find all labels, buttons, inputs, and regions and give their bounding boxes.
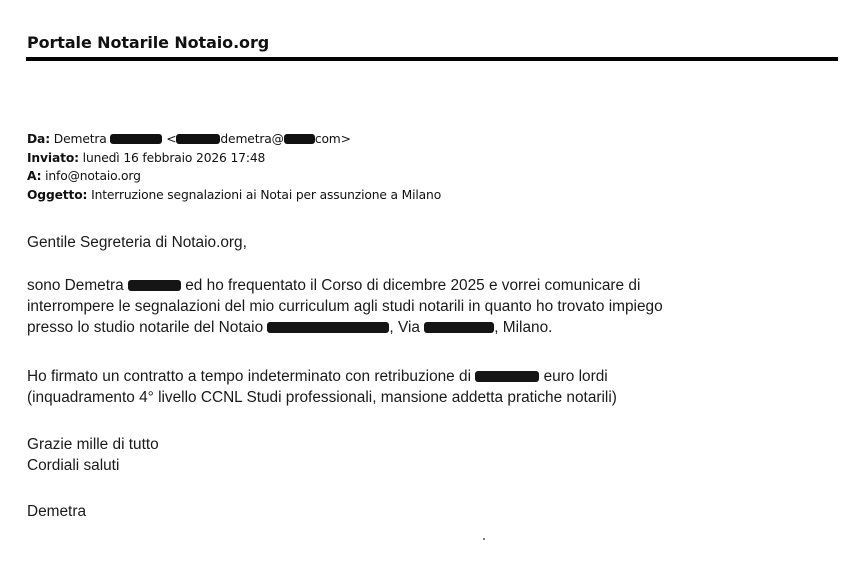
redacted-surname-body: [128, 280, 181, 291]
redacted-street: [424, 322, 494, 333]
p1-l3-start: presso lo studio notarile del Notaio: [27, 319, 264, 336]
regards-line: Cordiali saluti: [27, 457, 120, 474]
p1-l3-via: , Via: [389, 319, 420, 336]
p1-l1-end: ed ho frequentato il Corso di dicembre 2025 e vorrei comunicare di: [185, 277, 641, 294]
paragraph-1-line-2: interrompere le segnalazioni del mio curriculum agli studi notarili in quanto ho trovato impiego: [27, 298, 663, 315]
paragraph-1-line-3: [27, 317, 663, 338]
from-name: Demetra: [53, 132, 107, 146]
from-line: [27, 130, 441, 149]
paragraph-2-line-1: [27, 366, 617, 387]
p1-l1-start: sono Demetra: [27, 277, 124, 294]
scan-speck: [483, 538, 485, 540]
signature: Demetra: [27, 503, 87, 520]
page-title: Portale Notarile Notaio.org: [27, 33, 270, 52]
from-label: Da:: [27, 132, 50, 146]
redacted-surname: [110, 134, 162, 144]
paragraph-2: [27, 366, 617, 408]
thanks-line: Grazie mille di tutto: [27, 436, 159, 453]
title-divider: [26, 57, 838, 61]
redacted-email-prefix: [176, 134, 220, 144]
subject-line: [27, 186, 441, 205]
closing: [27, 434, 159, 476]
sent-value: lunedì 16 febbraio 2026 17:48: [82, 150, 266, 165]
paragraph-1-line-1: [27, 275, 663, 296]
to-value: info@notaio.org: [45, 169, 141, 183]
sent-label: Inviato:: [27, 150, 79, 165]
to-label: A:: [27, 169, 42, 183]
email-headers: [27, 130, 441, 204]
p2-l1-start: Ho firmato un contratto a tempo indeterminato con retribuzione di: [27, 368, 471, 385]
subject-value: Interruzione segnalazioni ai Notai per assunzione a Milano: [91, 187, 442, 202]
from-email-local: demetra@: [220, 132, 284, 146]
greeting: Gentile Segreteria di Notaio.org,: [27, 234, 247, 251]
redacted-salary: [475, 371, 539, 382]
to-line: [27, 167, 441, 186]
from-open-bracket: <: [166, 132, 177, 146]
sent-line: [27, 149, 441, 168]
paragraph-2-line-2: (inquadramento 4° livello CCNL Studi professionali, mansione addetta pratiche notarili): [27, 389, 617, 406]
p1-l3-end: , Milano.: [494, 319, 553, 336]
subject-label: Oggetto:: [27, 187, 88, 202]
p2-l1-end: euro lordi: [543, 368, 608, 385]
from-email-end: com>: [314, 132, 351, 146]
redacted-email-domain: [284, 134, 315, 144]
redacted-notary-name: [267, 322, 389, 333]
paragraph-1: [27, 275, 663, 338]
